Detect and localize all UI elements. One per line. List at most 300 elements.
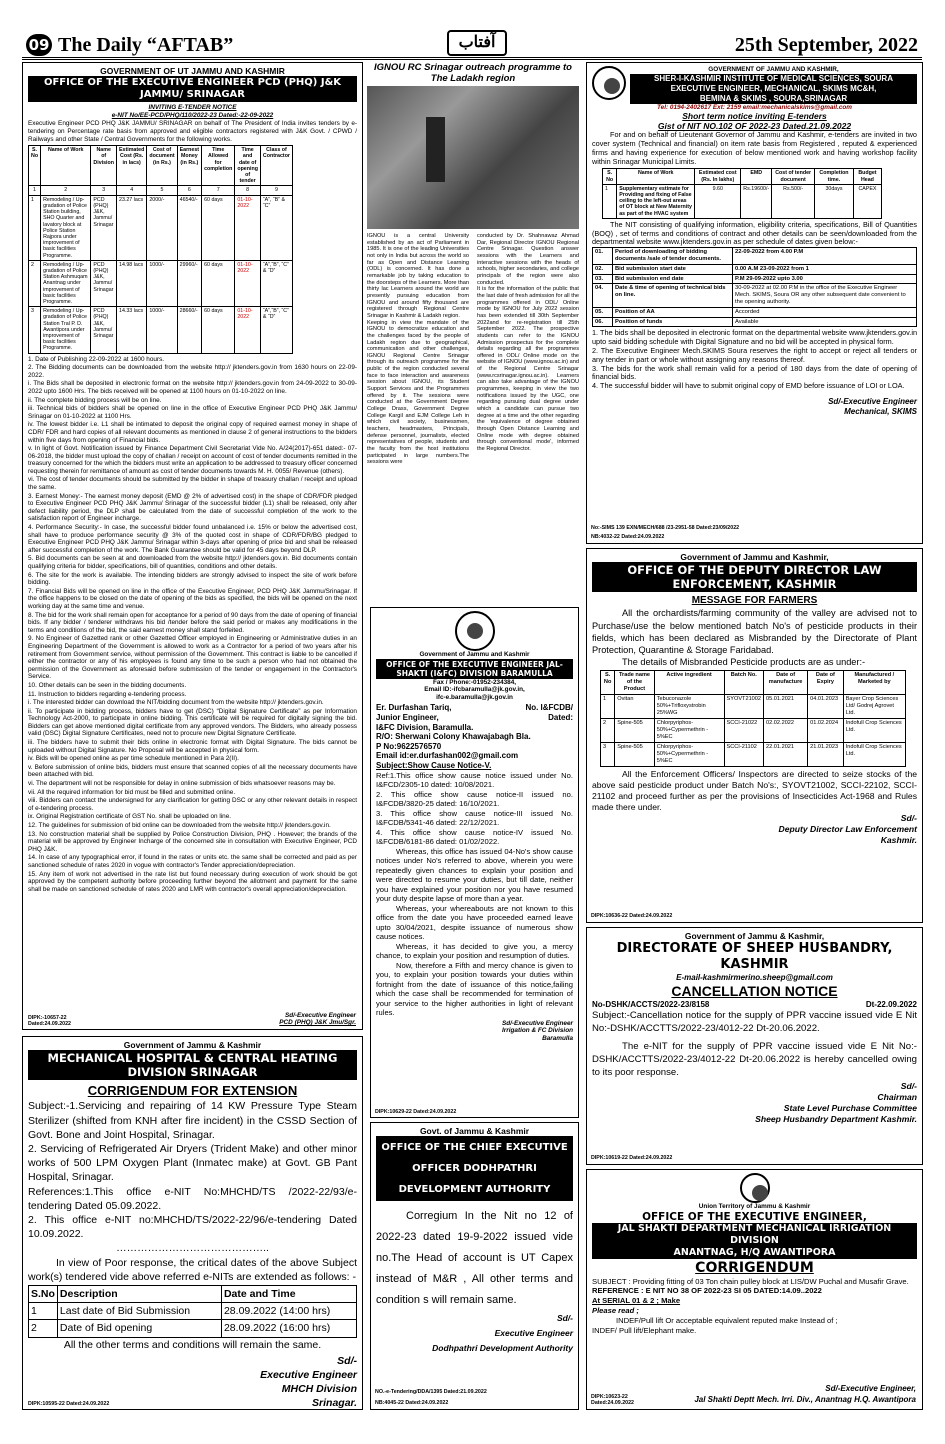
news-paragraph: It is for the information of the public that the last date of fresh admission for all the programmes offered in ODL/ Online mode by IGNOU for July 2022 session has been extended till 30th September 2022and for re-registration till 25th September 2022. The prospective students can refer to the IGNOU Admission prospectus for the complete details regarding all the programmes offered in ODL/ Online mode on the website of IGNOU (www.ignou.ac.in) and of the Regional Centre Srinagar (www.rcsrinagar.ignou.ac.in). Learners can also take advantage of the IGNOU programmes, keeping in view the two notifications issued by the UGC, one regarding pursuing dual degree under which a candidate can pursue two degree at a time and the other regarding the 'equivalence of degree obtained through Open Distance Learning and Online mode with degree obtained through conventional mode', informed the Regional Director. (477, 286, 579, 452)
table-cell: 9.60 (695, 184, 741, 218)
notice-paragraph: The details of Misbranded Pesticide products are as under:- (622, 657, 866, 668)
reference-number: NO.-e-Tendering/DDA/1395 Dated:21.09.2022 (375, 1388, 487, 1395)
table-cell: 1 (601, 695, 615, 719)
table-header: S. No (601, 671, 615, 695)
table-cell: 1 (29, 186, 41, 195)
notice-office: OFFICE OF THE EXECUTIVE ENGINEER JAL-SHAKTI (I&FC) DIVISION BARAMULLA (376, 659, 573, 679)
notice-gov: GOVERNMENT OF UT JAMMU AND KASHMIR (100, 66, 285, 76)
table-row (593, 307, 917, 317)
table-cell: “A”, “B” & “C” (260, 195, 292, 260)
signature-line: Sd/-Executive Engineer, (825, 1384, 916, 1393)
table-header: S. No (603, 169, 617, 184)
letter-subject: Subject:Show Cause Notice-V. (376, 760, 492, 770)
contact-line: ifc-e.baramulla@jk.gov.in (436, 693, 513, 701)
term-item: 5. Bid documents can be seen at and downloaded from the website http:// jktenders.gov.in. Bid documents contain qualifying criteria for bidder, specifications, bill of quantities, conditions and other details. (28, 555, 357, 570)
letter-paragraph: Whereas, it has decided to give you, a mercy chance, to explain your position and resumption of duties. (376, 941, 573, 961)
table-cell: 01-10-2022 (235, 195, 261, 260)
table-cell: 60 days (202, 260, 235, 306)
table-cell: Period of downloading of bidding documents /sale of tender documents. (613, 248, 733, 265)
term-item: 3. Earnest Money:- The earnest money deposit (EMD @ 2% of advertised cost) in the shape of CDR/FDR pledged to Executive Engineer PCD PHQ J&K Jammu/ Srinagar of the successful bidder (L1) shall be released, only after defect liability period, the DLP shall be calculated from the date of successful completion of the work to the satisfaction report of Engineer incharge. (28, 492, 357, 523)
table-cell: 28.09.2022 (14:00 hrs) (221, 1303, 356, 1320)
table-header-row (601, 671, 906, 695)
table-cell: Date of Bid opening (57, 1320, 221, 1337)
term-item: 1. The bids shall be deposited in electronic format on the departmental website www.jktenders.gov.in upto said bidding schedule with Digital Signature and no bid will be accepted in physical form. (592, 328, 917, 347)
table-cell: 23.27 lacs (117, 195, 147, 260)
notice-skims (586, 62, 923, 544)
addressee-line: I&FC Division, Baramulla. (376, 722, 474, 732)
news-headline: IGNOU RC Srinagar outreach programme to The Ladakh region (374, 62, 572, 84)
table-cell: 05. (593, 307, 613, 317)
notice-serial: At SERIAL 01 & 2 ; Make (592, 1296, 681, 1306)
signature-line: Sd/- (556, 1313, 573, 1324)
schedule-table (592, 247, 917, 327)
skims-header (592, 66, 917, 104)
table-row (593, 317, 917, 327)
table-header: Date and Time (221, 1285, 356, 1302)
table-cell: 2 (601, 719, 615, 743)
table-cell: Date & time of opening of technical bids on line. (613, 284, 733, 307)
news-body (367, 233, 579, 466)
terms-list (592, 329, 917, 391)
table-cell: 30-09-2022 at 02.00 P.M in the office of the Executive Engineer Mech. SKIMS, Soura OR any other subsequent date convenient to the opening authority. (733, 284, 917, 307)
table-cell: Indofull Crop Sciences Ltd. (843, 743, 905, 767)
table-cell: 01-10-2022 (235, 260, 261, 306)
notice-jalshakti-baramulla (370, 607, 579, 1118)
signature (592, 1081, 917, 1125)
table-header: Time and date of opening of tender (235, 146, 261, 186)
table-cell: PCD (PHQ) J&K, Jammu/ Srinagar (91, 260, 117, 306)
signature-line: Sd/-Executive Engineer (501, 1019, 573, 1027)
signature-line: Mechanical, SKIMS (844, 406, 917, 416)
term-item: 12. The guidelines for submission of bid online can be downloaded from the website http:// jktenders.gov.in. (28, 822, 331, 829)
dipk-number: DIPK:10623-22 Dated:24.09.2022 (591, 1393, 634, 1406)
nb-number: NB:4032-22 Dated:24.09.2022 (591, 533, 665, 540)
term-item: 4. The successful bidder will have to submit original copy of EMD before issuance of LOI or LOA. (592, 381, 905, 391)
table-cell: 4 (117, 186, 147, 195)
dipk-number: DIPK:10636-22 Dated:24.09.2022 (591, 912, 673, 919)
table-cell: Remodeling / Up-gradation of Police Station Ashmuqam Anantnag under improvement of basic facilities Programme. (41, 260, 91, 306)
table-cell: 60 days (202, 307, 235, 353)
table-cell: Last date of Bid Submission (57, 1303, 221, 1320)
notice-paragraph: All the orchardists/farming community of the valley are advised not to Purchase/use the below mentioned batch No's of pesticide products in their fields, which has been declared as Misbranded by the Directorate of Plant Protection, Quarantine & Storage Faridabad. (592, 608, 917, 655)
addressee-line: Junior Engineer, (376, 712, 439, 722)
table-cell: 7 (202, 186, 235, 195)
addressee-line: P No:9622576570 (376, 741, 442, 751)
contact-line: Tel: 0194-2402617 Ext: 2159 email:mechanicalskims@gmail.com (657, 103, 852, 111)
term-item: i. The interested bidder can download the NIT/bidding document from the website http:// jktenders.gov.in. (28, 699, 324, 707)
table-cell: 22-09-2022 from 4.00 P.M (733, 248, 917, 265)
lectern-figure (426, 117, 445, 181)
notice-paragraph: INDEF/ Pull lift/Elephant make. (592, 1325, 697, 1335)
signature-line: Sheep Husbandry Department Kashmir. (755, 1114, 917, 1125)
table-cell: 14.98 lacs (117, 260, 147, 306)
term-item: 4. Performance Security:- In case, the successful bidder found unbalanced i.e. 15% or below the advertised cost, shall have to produce performance security @ 3% of the quoted cost in shape of CDR/FDR/BG pledged to Executive Engineer PCD PHQ J&K Jammu/ Srinagar within 3-days after opening of price bid and shall be released after successful completion of the work. The Bank Guarantee should be valid for 45 days beyond DLP. (28, 524, 357, 554)
table-cell: Spine-505 (615, 719, 654, 743)
table-header: Name of Work (617, 169, 695, 184)
news-ignou (367, 62, 579, 603)
notice-paragraph: All the other terms and conditions will remain the same. (63, 1338, 322, 1351)
notice-intro: For and on behalf of Lieutenant Governor of Jammu and Kashmir, e-tenders are invited in two cover system (Technical and financial) on item rate basis from Registered , reputed & experienced firms and having experience for execution of below mentioned work and having workshop facility within Srinagar Municipal Limits. (592, 130, 917, 166)
term-item: iv. The lowest bidder i.e. L1 shall be intimated to deposit the original copy of required earnest money in shape of CDR/ FDR and hard copies of all relevant documents as mentioned in clause 2 of general instructions to the bidders within five days from opening of Financial bids. (28, 421, 357, 444)
term-item: v. Before submission of online bids, bidders must ensure that scanned copies of all the necessary documents have been attached with bid. (28, 763, 357, 779)
table-cell: PCD (PHQ) J&K, Jammu/ Srinagar (91, 307, 117, 353)
dipk-number: DIPK:10619-22 Dated:24.09.2022 (591, 1154, 673, 1161)
contact-line: E-mail-kashmirmerino.sheep@gmail.com (676, 973, 833, 983)
table-cell: Ovitan (615, 695, 654, 719)
contact-line: Fax / Phone:-01952-234384, (432, 678, 517, 686)
signature-line: Sd/-Executive Engineer (828, 396, 917, 406)
news-paragraph: conducted by Dr. Shahnawaz Ahmad Dar, Regional Director IGNOU Regional Centre Srinagar. Question answer sessions with the Learners and interactive sessions with the heads of schools, higher secondaries, and college principals of the region were also conducted. (477, 233, 579, 286)
addressee-row (376, 713, 573, 723)
table-cell: 29960/- (177, 260, 201, 306)
term-item: 11. Instruction to bidders regarding e-tendering process. (28, 690, 187, 698)
term-item: viii. Bidders can contact the undersigned for any clarification for getting DSC or any other relevant details in respect of e-tendering process. (28, 797, 357, 812)
notice-title: CORRIGENDUM FOR EXTENSION (87, 1083, 298, 1099)
table-cell: Chlorpyriphos-50%+Cypermethrin - 5%EC (654, 719, 724, 743)
table-cell: 01. (593, 248, 613, 265)
table-row (29, 195, 293, 260)
table-cell: Bid submission end date (613, 274, 733, 284)
notice-paragraph: The NIT consisting of qualifying information, eligibility criteria, specifications, Bill of Quantities (BOQ) , set of terms and conditions of contract and other details can be seen/downloaded from the departmental website www.jktenders.gov.in as per schedule of dates given below:- (592, 219, 917, 247)
table-row (603, 184, 882, 218)
table-cell: 28.09.2022 (16:00 hrs) (221, 1320, 356, 1337)
addressee-line: Er. Durfashan Tariq, (376, 703, 452, 713)
notice-title: MESSAGE FOR FARMERS (691, 595, 818, 607)
table-cell: SCCI-21102 (724, 743, 764, 767)
table-cell: PCD (PHQ) J&K, Jammu/ Srinagar (91, 195, 117, 260)
table-number-row (29, 186, 293, 195)
signature-line: Deputy Director Law Enforcement (778, 824, 917, 835)
table-cell: 02.02.2022 (764, 719, 808, 743)
term-item: 9. No Engineer of Gazetted rank or other Gazetted Officer employed in Engineering or Administrative duties in an Engineering Department of the Government is allowed to work as a Contractor for a period of two years after his retirement from Government service, without permission of the Government. This contract is liable to be cancelled if either the contractor or any of his employees is found any time to be such a person who had not obtained the permission of the Government as aforesaid before submission of the tender or engagement in the Contractor's Service. (28, 635, 357, 681)
signature (279, 1012, 356, 1027)
notice-paragraph: Subject:-Cancellation notice for the supply of PPR vaccine issued vide E Nit No:-DSHK/ACCTTS/2022-23/4012-22 Dt-20.06.2022. (592, 1010, 917, 1035)
news-paragraph: Keeping in view the mandate of the IGNOU to democratize education and the challenges faced by the people of Ladakh region due to geographical, communication and other challenges, IGNOU Regional Centre Srinagar through its outreach programme for the public of the region conducted several face to face interaction and awareness session about IGNOU, its Student Support Services and the Programmes offered by it. The sessions were conducted at the Government Degree College Drass, Government Degree College Kargil and EJM College Leh in which civil society, businessmen, teachers, headmasters, Principals, defense personnel, journalists, elected representatives of people, students and the faculty from the host institutions participated in large numbers.The sessions were (367, 319, 469, 466)
table-header: Estimated Cost (Rs. in lacs) (117, 146, 147, 186)
addressee-line: R/O: Sherwani Colony Khawajabagh Bla. (376, 732, 531, 742)
term-item: iii. The bidders have to submit their bids online in electronic format with Digital Signature. The bids cannot be uploaded without Digital Signature. No Proposal will be accepted in physical form. (28, 739, 357, 754)
letter-paragraph: Whereas, your whereabouts are not known to this office from the date you have proceeded earned leave upto 30/04/2021, despite issuance of numerous show cause notices. (376, 903, 573, 942)
table-header: Time Allowed for completion (202, 146, 235, 186)
table-cell: 1000/- (147, 307, 177, 353)
table-cell: Position of AA (613, 307, 733, 317)
term-item: iii. Technical bids of bidders shall be opened on line in the office of Executive Engineer PCD PHQ J&K Jammu/ Srinagar on 01-10-2022 at 1100 Hrs. (28, 405, 357, 420)
table-header: Date of manufacture (764, 671, 808, 695)
contact-line: Email ID:-ifcbaramulla@jk.gov.in, (424, 686, 525, 694)
table-header: Estimated cost (Rs. In lakhs) (695, 169, 741, 184)
table-cell: 9 (260, 186, 292, 195)
notice-jalshakti-mechanical (586, 1169, 923, 1410)
notice-gov: Government of Jammu & Kashmir, (684, 931, 825, 941)
dates-table (28, 1285, 357, 1338)
table-row (593, 274, 917, 284)
letter-reference: Ref:1.This office show cause notice issued under No. I&FCD/2305-10 dated: 10/08/2021. (376, 770, 573, 790)
divider-dots: …………………………………….. (116, 1242, 269, 1255)
signature-line: Irrigation & FC Division (501, 1027, 573, 1035)
notice-gov: Government of Jammu and Kashmir, (680, 552, 829, 562)
table-cell: 01.02.2024 (808, 719, 844, 743)
notice-paragraph: Corregium In the Nit no 12 of 2022-23 dated 19-9-2022 issued vide no.The Head of account is UT Capex instead of M&R , All other terms and condition s will remain same. (376, 1210, 573, 1307)
table-cell: Spine-505 (615, 743, 654, 767)
table-cell: “A”,“B”, “C” & “D” (260, 307, 292, 353)
table-cell: 1 (603, 184, 617, 218)
table-cell: 04. (593, 284, 613, 307)
table-header: Name of Work (41, 146, 91, 186)
jk-emblem-icon (455, 611, 495, 651)
table-cell: 0.00 A.M 23-09-2022 from 1 (733, 264, 917, 274)
table-cell: 01-10-2022 (235, 307, 261, 353)
jk-emblem-icon (740, 1173, 770, 1203)
table-cell: 21.01.2023 (808, 743, 844, 767)
signature (376, 1311, 573, 1356)
term-item: 2. The Bidding documents can be downloaded from the website http:// jktenders.gov.in from 1630 hours on 22-09-2022. (28, 364, 357, 379)
term-item: vi. The cost of tender documents should be submitted by the bidder in shape of treasury challan / receipt and upload the same. (28, 476, 357, 492)
dipk-number (28, 1015, 71, 1027)
notice-paragraph: SUBJECT : Providing fitting of 03 Ton chain pulley block at LIS/DW Puchal and Musafir Grave. (592, 1276, 909, 1286)
table-cell: Supplementary estimate for Providing and fixing of False ceiling to the left-out areas of OT block at New Maternity as part of the HVAC system (617, 184, 695, 218)
table-cell: 04.01.2023 (808, 695, 844, 719)
notice-intro: Executive Engineer PCD PHQ J&K JAMMU/ SRINAGAR on behalf of The President of India invites tenders by e-tendering on Percentage rate basis from approved and eligible contractors registered with J&K Govt. / CPWD / Railways and other State / Central Governments for the following works. (28, 120, 357, 143)
table-cell: 3 (91, 186, 117, 195)
table-cell: Bid submission start date (613, 264, 733, 274)
table-header: Budget Head (853, 169, 881, 184)
table-header: Date of Expiry (808, 671, 844, 695)
reference-number: No:-SIMS 139 EXN/MECH/688 /23-2951-58 Dated:23/09/2022 (591, 524, 740, 531)
skims-title-block (630, 66, 917, 104)
tender-table (602, 168, 882, 218)
addressee-row (376, 703, 573, 713)
table-cell: 1000/- (147, 260, 177, 306)
table-cell: Bayer Crop Sciences Ltd/ Godrej Agrovet Ltd. (843, 695, 905, 719)
notice-office: OFFICE OF THE EXECUTIVE ENGINEER PCD (PHQ) J&K JAMMU/ SRINAGAR (28, 76, 357, 102)
newspaper-logo: آفتاب (447, 30, 507, 56)
notice-pcd-phq (22, 62, 363, 1030)
dipk-number: DIPK:10595-22 Dated:24.09.2022 (28, 1400, 110, 1407)
notice-paragraph: Subject:-1.Servicing and repairing of 14 KW Pressure Type Steam Sterilizer (shifted from KNH after fire incident) in the CSSD Section of Govt. Bone and Joint Hospital, Srinagar. (28, 1100, 357, 1141)
news-paragraph: IGNOU is a central University established by an act of Parliament in 1985. It is one of the leading Universities not only in India but across the world so far as Open and Distance Learning (ODL) is concerned. It has done a remarkable job by taking education to the doorsteps of the Learners. More than thirty lac Learners around the world are presently pursuing education from IGNOU and around fifty thousand are registered through Regional Centre Srinagar in Kashmir & Ladakh region. (367, 233, 469, 319)
notice-nit: e-NIT No/EE-PCD/PHQ/110/2022-23 Dated:-22-09-2022 (111, 111, 274, 119)
notice-location: ANANTNAG, H/Q AWANTIPORA (592, 1247, 917, 1259)
table-cell: 1 (29, 1303, 58, 1320)
notice-reference: REFERENCE : E NIT NO 38 OF 2022-23 SI 05 DATED:14.09..2022 (592, 1286, 822, 1296)
addressee-line: Email id:er.durfashan002@gmail.com (376, 751, 519, 761)
table-cell: 28660/- (177, 307, 201, 353)
term-item: 14. In case of any typographical error, if found in the rates or units etc. the same shall be corrected and paid as per sanctioned schedule of rates 2020 in vogue with contractor's Tender appreciation/depreciation. (28, 854, 357, 869)
table-cell: Rs.19600/- (741, 184, 772, 218)
pesticide-table (600, 670, 906, 767)
notice-office: OFFICE OF THE EXECUTIVE ENGINEER, (642, 1210, 867, 1223)
table-header: Trade name of the Product (615, 671, 654, 695)
table-cell: Tebuconazole 50%+Trifloxystrobin 25%WG (654, 695, 724, 719)
table-header: EMD (741, 169, 772, 184)
term-item: vii. All the required information for bid must be filled and submitted online. (28, 788, 236, 796)
dipk-number: DIPK:10629-22 Dated:24.09.2022 (375, 1108, 457, 1115)
letter-paragraph: Now, therefore a Fifth and mercy chance is given to you, to explain your position towards your duties within fortnight from the date of issuance of this notice,failing which the case shall be recommended for termination of your service to the higher authorities in light of relevant rules. (376, 960, 573, 1018)
table-cell: 22.01.2021 (764, 743, 808, 767)
table-row (29, 260, 293, 306)
table-row (601, 695, 906, 719)
signature-line: Jal Shakti Deptt Mech. Irri. Div., Anantnag H.Q. Awantipora (694, 1395, 916, 1404)
notice-department: JAL SHAKTI DEPARTMENT MECHANICAL IRRIGATION DIVISION (592, 1223, 917, 1247)
table-header: Active ingredient (654, 671, 724, 695)
signature-line: Executive Engineer (260, 1368, 357, 1381)
term-item: i. The Bids shall be deposited in electronic format on the website http:// jktenders.gov.in from 24-09-2022 to 30-09-2022 upto 1600 Hrs. The bids received will be opened at 1100 hours on 01-10-2022 on line. (28, 380, 357, 395)
table-cell: 5 (147, 186, 177, 195)
table-header: S. No (29, 146, 41, 186)
tender-table (28, 145, 293, 353)
page-number: 09 (26, 34, 52, 56)
table-row (601, 743, 906, 767)
table-cell: 06. (593, 317, 613, 327)
notice-office: MECHANICAL HOSPITAL & CENTRAL HEATING DIVISION SRINAGAR (28, 1050, 357, 1080)
notice-paragraph: All the Enforcement Officers/ Inspectors are directed to seize stocks of the above said pesticide product under Batch No's:, SYOVT21002, SCCI-22102, SCCI-21102 and proceed further as per the provisions of Insecticides Act-1968 and Rules made there under. (592, 769, 917, 813)
notice-title: Short term notice inviting E-tenders (682, 111, 827, 122)
notice-office: OFFICE OF THE CHIEF EXECUTIVE OFFICER DODHPATHRI DEVELOPMENT AUTHORITY (376, 1136, 573, 1201)
table-row (29, 1320, 357, 1337)
term-item: 8. The bid for the work shall remain open for acceptance for a period of 90 days from the date of opening of financial bids. If any bidder / tenderer withdraws his bid /tender before the said period or makes any modifications in the terms and conditions of the bid, the said earnest money shall stand forfeited. (28, 611, 357, 634)
table-cell: 60 days (202, 195, 235, 260)
signature-line: Sd/- (337, 1354, 357, 1367)
table-cell: 03. (593, 274, 613, 284)
signature-line: Chairman (877, 1092, 917, 1103)
signature (592, 813, 917, 846)
term-item: 10. Other details can be seen in the bidding documents. (28, 681, 187, 689)
notice-paragraph: References:1.This office e-NIT No:MHCHD/TS /2022-22/93/e-tendering Dated 05.09.2022. (28, 1185, 357, 1212)
term-item: 3. The bids for the work shall remain valid for a period of 180 days from the date of opening of financial bids. (592, 363, 917, 382)
notice-gov: Government of Jammu and Kashmir (419, 651, 530, 658)
table-header: Batch No. (724, 671, 764, 695)
table-cell: 6 (177, 186, 201, 195)
term-item: iv. Bids will be opened online as per time schedule mentioned in Para 2(II). (28, 755, 239, 763)
letter-body (376, 771, 573, 1018)
table-cell: Available (733, 317, 917, 327)
notice-title: CANCELLATION NOTICE (671, 983, 838, 1000)
notice-office: OFFICE OF THE DEPUTY DIRECTOR LAW ENFORCEMENT, KASHMIR (592, 562, 917, 592)
skims-logo-icon (592, 66, 626, 100)
office-name: EXECUTIVE ENGINEER, MECHANICAL, SKIMS MC&H, (630, 84, 917, 94)
table-header: Earnest Money (in Rs.) (177, 146, 201, 186)
notice-paragraph: The e-NIT for the supply of PPR vaccine issued vide E Nit No:-DSHK/ACCTTS/2022-23/4012-22 Dt-20.06.2022 is hereby cancelled owing to its poor response. (592, 1041, 917, 1079)
notice-law-enforcement (586, 548, 923, 923)
table-cell: 3 (29, 307, 41, 353)
table-cell: SYOVT21002 (724, 695, 764, 719)
signature (376, 1020, 573, 1043)
term-item: ii. To participate in bidding process, bidders have to get (DSC) “Digital Signature Certificate” as per Information Technology Act-2000, to participate in online bidding. This certificate will be required for digitally signing the bid. Bidders can get above mentioned digital certificate from any approved vendors. The Bidders, who already possess valid (DSC) Digital Signature Certificates, need not to procure new Digital Signature Certificate. (28, 707, 357, 738)
table-cell: Position of funds (613, 317, 733, 327)
signature (592, 397, 917, 417)
term-item: ix. Original Registration certificate of GST No. shall be uploaded on line. (28, 813, 232, 821)
notice-paragraph: 2. This office e-NIT no:MHCHD/TS/2022-22/96/e-tendering Dated 10.09.2022. (28, 1213, 357, 1241)
signature-line: Dodhpathri Development Authority (432, 1343, 573, 1354)
reference-number: No-DSHK/ACCTS/2022-23/8158 (592, 1000, 710, 1010)
signature-line: Kashmir. (880, 835, 917, 846)
dipk-date: Dated:24.09.2022 (28, 1020, 71, 1027)
term-item: ii. The complete bidding process will be on line. (28, 396, 162, 404)
table-cell: 2000/- (147, 195, 177, 260)
signature-line: MHCH Division (281, 1383, 357, 1396)
masthead (22, 30, 922, 60)
dipk-text: DIPK:-10657-22 (28, 1014, 67, 1021)
table-cell: 1 (29, 195, 41, 260)
table-cell: 05.01.2021 (764, 695, 808, 719)
table-row (601, 719, 906, 743)
table-cell: 2 (41, 186, 91, 195)
table-row (29, 1303, 357, 1320)
term-item: 7. Financial Bids will be opened on line in the office of the Executive Engineer, PCD PHQ J&K Jammu/Srinagar. If the office happens to be closed on the date of opening of the bids as specified, the bids will be opened on the next working day at the same time and venue. (28, 587, 357, 610)
letter-date: Dated: (548, 712, 573, 722)
term-item: 13. No construction material shall be supplied by Police Construction Division, PHQ . However; the brands of the material will be approved by Engineer Incharge of the concerned site in consultation with Executive Engineer, PCD PHQ J&K. (28, 830, 357, 853)
table-header: Description (57, 1285, 221, 1302)
table-header: Completion time. (815, 169, 854, 184)
notice-sheep-husbandry (586, 927, 923, 1165)
table-header: S.No (29, 1285, 58, 1302)
table-header-row (29, 146, 293, 186)
notice-paragraph: In view of Poor response, the critical dates of the above Subject work(s) tendered vide above referred e-NITs are extended as follows: - (28, 1256, 357, 1283)
notice-title: INVITING E-TENDER NOTICE (148, 104, 237, 112)
table-header: Name of Division (91, 146, 117, 186)
institute-name: SHER-I-KASHMIR INSTITUTE OF MEDICAL SCIENCES, SOURA (630, 74, 917, 84)
signature-line: PCD (PHQ) J&K Jmu/Sgr. (279, 1019, 356, 1027)
table-row (593, 284, 917, 307)
table-cell: CAPEX (853, 184, 881, 218)
notice-read: Please read ; (592, 1305, 639, 1315)
issue-date: 25th September, 2022 (734, 34, 918, 56)
notice-gov: GOVERNMENT OF JAMMU AND KASHMIR, (708, 66, 839, 73)
reference-date: Dt-22.09.2022 (865, 1000, 917, 1010)
table-cell: 02. (593, 264, 613, 274)
term-item: vi. The department will not be responsible for delay in online submission of bids whatsoever reasons may be. (28, 780, 336, 788)
term-item: 15. Any item of work not advertised in the rate list but found necessary during execution of work should be got approved by the competent authority before proceeding further beyond the allotment and payment for the same shall be made on sanctioned schedule of rates 2020 and LMR with contractor's overall appreciation/depreciation. (28, 870, 357, 893)
notice-reference-row (592, 1000, 917, 1009)
table-cell: 2 (29, 260, 41, 306)
table-row (29, 307, 293, 353)
signature-line: Sd/-Executive Engineer (284, 1011, 356, 1019)
table-header: Manufactured / Marketed by (843, 671, 905, 695)
notice-office: DIRECTORATE OF SHEEP HUSBANDRY, KASHMIR (616, 941, 893, 973)
term-item: 6. The site for the work is available. The intending bidders are strongly advised to inspect the site of work before bidding. (28, 571, 357, 587)
notice-paragraph: 2. Servicing of Refrigerated Air Dryers (Trident Make) and other minor works of 500 LPM Oxygen Plant (Inmatec make) at Govt. GB Pant Hospital, Srinagar. (28, 1142, 357, 1184)
ignou-session-photo (367, 86, 579, 229)
nb-number: NB:4045-22 Dated:24.09.2022 (375, 1399, 449, 1406)
table-cell: 2 (29, 1320, 58, 1337)
signature-line: Sd/- (900, 1081, 917, 1092)
office-location: BEMINA & SKIMS , SOURA,SRINAGAR (630, 94, 917, 104)
letter-reference: 3. This office show cause notice-III issued No. I&FCDB/5341-46 dated: 22/12/2021. (376, 808, 573, 828)
table-cell: 30days (815, 184, 854, 218)
table-header-row (603, 169, 882, 184)
signature-line: Baramulla (542, 1034, 573, 1042)
table-cell: P.M 29-09-2022 upto 3.00 (733, 274, 917, 284)
newspaper-name: The Daily “AFTAB” (58, 34, 234, 56)
table-cell: Accorded (733, 307, 917, 317)
term-item: 1. Date of Publishing 22-09-2022 at 1600 hours. (28, 355, 165, 363)
table-cell: 8 (235, 186, 261, 195)
notice-gov: Union Territory of Jammu & Kashmir (698, 1203, 811, 1210)
signature-line: State Level Purchase Committee (783, 1103, 917, 1114)
signature-line: Sd/- (900, 813, 917, 824)
table-cell: Rs.500/- (772, 184, 815, 218)
term-item: v. In light of Govt. Notification issued by Finance Department Civil Secretariat Vide No. A/24(2017)-651 dated:- 07-06-2018, the bidder must upload the copy of challan / receipt on account of cost of tender documents remitted in the treasury concerned for the which the bidders must write an application to be addressed to treasury officer concerned requesting therein for remittance of amount as cost of tender documents towards M. H. 0055/ Revenue (others). (28, 445, 357, 475)
terms-list (28, 356, 357, 894)
signature (694, 1383, 916, 1405)
table-cell: “A”,“B”, “C” & “D” (260, 260, 292, 306)
table-cell: 46540/- (177, 195, 201, 260)
signature-line: Executive Engineer (494, 1328, 573, 1339)
notice-mhchd (22, 1036, 363, 1410)
notice-gov: Government of Jammu & Kashmir (123, 1040, 262, 1050)
notice-dodhpathri (370, 1122, 579, 1410)
table-cell: Indofull Crop Sciences Ltd. (843, 719, 905, 743)
